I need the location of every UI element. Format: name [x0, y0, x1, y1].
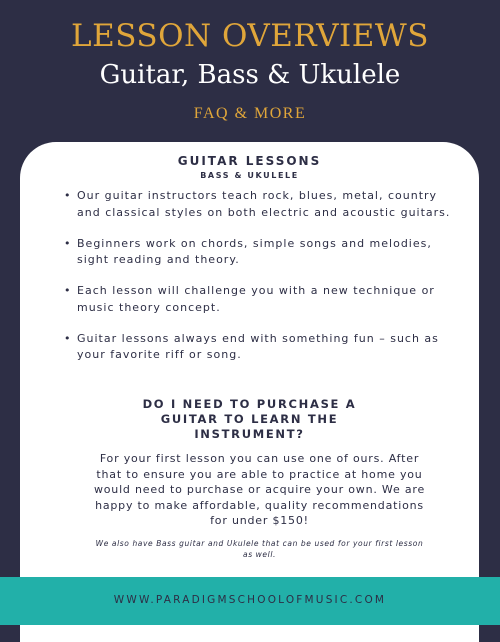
header — [0, 0, 500, 140]
lesson-bullet-list — [64, 188, 454, 378]
lesson-bullet: • Each lesson will challenge you with a new technique or music theory concept. — [64, 283, 454, 316]
lesson-bullet: • Our guitar instructors teach rock, blues, metal, country and classical styles on both electric and acoustic guitars. — [64, 188, 454, 221]
page-title: LESSON OVERVIEWS — [70, 18, 430, 54]
faq-question-line: GUITAR TO LEARN THE — [160, 412, 339, 426]
lesson-bullet: • Beginners work on chords, simple songs and melodies, sight reading and theory. — [64, 236, 454, 269]
section-subtitle: BASS & UKULELE — [200, 171, 299, 180]
page-subtitle: Guitar, Bass & Ukulele — [99, 60, 401, 90]
section-title: GUITAR LESSONS — [177, 154, 322, 168]
lesson-bullet: • Guitar lessons always end with something fun – such as your favorite riff or song. — [64, 331, 454, 364]
faq-question-line: INSTRUMENT? — [194, 427, 305, 441]
faq-answer: For your first lesson you can use one of ours. After that to ensure you are able to practice at home you would need to purchase or acquire your own. We are happy to make affordable, quality recommendations for under $150! — [93, 452, 426, 527]
faq-note: We also have Bass guitar and Ukulele that can be used for your first lesson as well. — [95, 539, 424, 559]
footer-bar — [0, 577, 500, 625]
content-card — [20, 142, 479, 642]
faq-question — [20, 397, 479, 442]
website-link[interactable]: WWW.PARADIGMSCHOOLOFMUSIC.COM — [113, 594, 387, 606]
page-tagline: FAQ & MORE — [193, 105, 307, 122]
faq-question-line: DO I NEED TO PURCHASE A — [142, 397, 357, 411]
